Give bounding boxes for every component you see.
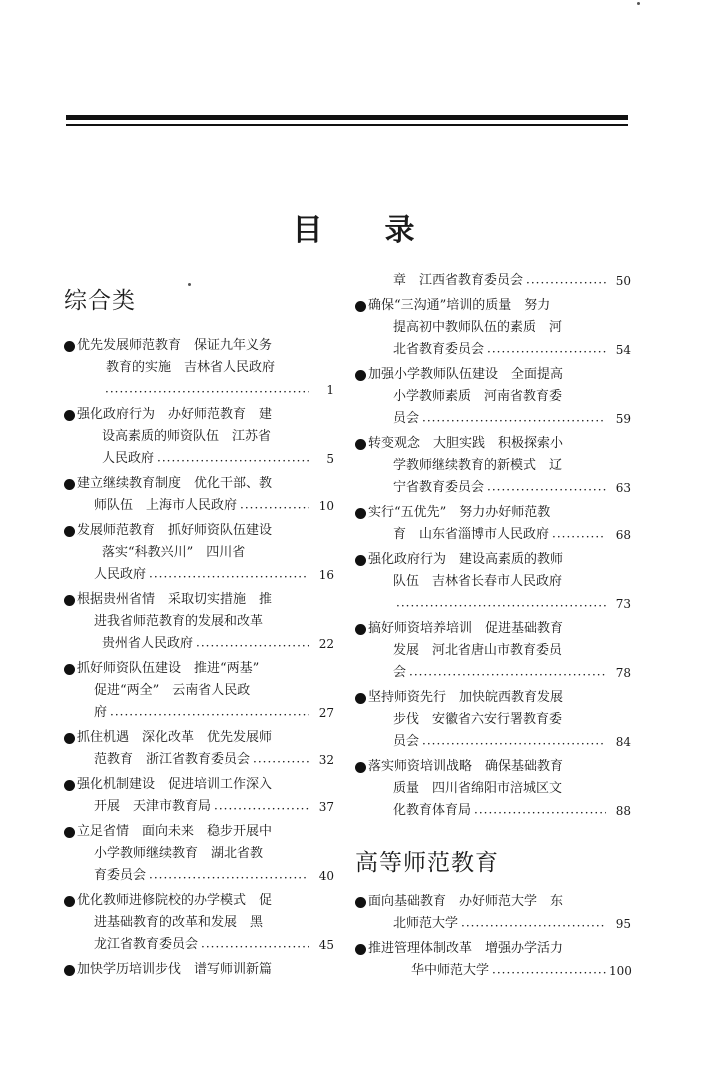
entry-publisher: 育 山东省淄博市人民政府 [393, 527, 550, 542]
scan-speck [188, 283, 191, 286]
leader-dots [526, 274, 606, 292]
section-heading-general: 综合类 [64, 288, 136, 314]
bullet-icon [355, 762, 366, 773]
entry-page: 32 [318, 753, 334, 767]
toc-entry[interactable] [355, 364, 631, 430]
entry-title-cont: 提高初中教师队伍的素质 河 [393, 320, 563, 335]
entry-title-cont: 进基础教育的改革和发展 黑 [94, 915, 264, 930]
bullet-icon [355, 897, 366, 908]
entry-page: 1 [326, 383, 334, 397]
entry-title-cont: 小学教师素质 河南省教育委 [393, 389, 563, 404]
bullet-icon [64, 341, 75, 352]
toc-entry-split[interactable] [64, 959, 334, 981]
entry-title: 立足省情 面向未来 稳步开展中 [77, 824, 273, 839]
entry-publisher: 开展 天津市教育局 [94, 799, 212, 814]
bullet-icon [64, 733, 75, 744]
entry-page: 45 [318, 938, 334, 952]
entry-page: 95 [615, 917, 631, 931]
leader-dots [461, 917, 606, 935]
entry-title-cont: 进我省师范教育的发展和改革 [94, 614, 264, 629]
entry-title: 抓好师资队伍建设 推进“两基” [77, 661, 260, 676]
entry-title: 优化教师进修院校的办学模式 促 [77, 893, 273, 908]
entry-page: 10 [318, 499, 334, 513]
section-heading-higher-normal: 高等师范教育 [355, 850, 499, 876]
leader-dots [214, 800, 309, 818]
entry-title: 加快学历培训步伐 谱写师训新篇 [77, 962, 273, 977]
leader-dots [409, 666, 606, 684]
bullet-icon [355, 301, 366, 312]
entry-title-cont: 小学教师继续教育 湖北省教 [94, 846, 264, 861]
entry-page: 50 [615, 274, 631, 288]
entry-title-cont: 发展 河北省唐山市教育委员 [393, 643, 563, 658]
leader-dots [149, 869, 309, 887]
entry-title: 建立继续教育制度 优化干部、教 [77, 476, 273, 491]
toc-entry[interactable] [355, 756, 631, 822]
entry-title: 加强小学教师队伍建设 全面提高 [368, 367, 564, 382]
toc-entry[interactable] [355, 502, 631, 546]
entry-publisher: 员会 [393, 411, 420, 426]
bullet-icon [64, 827, 75, 838]
toc-entry[interactable] [355, 938, 631, 982]
entry-publisher: 育委员会 [94, 868, 147, 883]
entry-title: 强化政府行为 办好师范教育 建 [77, 407, 273, 422]
entry-title: 实行“五优先” 努力办好师范教 [368, 505, 551, 520]
leader-dots [201, 938, 309, 956]
entry-page: 84 [615, 735, 631, 749]
entry-publisher: 队伍 吉林省长春市人民政府 [393, 574, 563, 589]
entry-page: 54 [615, 343, 631, 357]
entry-title-cont: 设高素质的师资队伍 江苏省 [102, 429, 272, 444]
leader-dots [422, 412, 606, 430]
entry-page: 40 [318, 869, 334, 883]
leader-dots [196, 637, 309, 655]
entry-title: 发展师范教育 抓好师资队伍建设 [77, 523, 273, 538]
entry-title: 强化机制建设 促进培训工作深入 [77, 777, 273, 792]
toc-entry[interactable] [64, 821, 334, 887]
leader-dots [422, 735, 606, 753]
bullet-icon [64, 965, 75, 976]
bullet-icon [355, 555, 366, 566]
leader-dots [487, 481, 606, 499]
entry-title: 强化政府行为 建设高素质的教师 [368, 552, 564, 567]
leader-dots [492, 964, 606, 982]
entry-page: 88 [615, 804, 631, 818]
entry-publisher: 员会 [393, 734, 420, 749]
bullet-icon [355, 508, 366, 519]
entry-publisher: 化教育体育局 [393, 803, 472, 818]
toc-entry[interactable] [355, 687, 631, 753]
entry-publisher: 宁省教育委员会 [393, 480, 485, 495]
toc-entry[interactable] [355, 295, 631, 361]
entry-page: 73 [615, 597, 631, 611]
entry-title: 确保“三沟通”培训的质量 努力 [368, 298, 551, 313]
bullet-icon [355, 624, 366, 635]
header-rule-thin [66, 124, 628, 126]
entry-title: 搞好师资培养培训 促进基础教育 [368, 621, 564, 636]
bullet-icon [64, 595, 75, 606]
toc-entry[interactable] [355, 433, 631, 499]
entry-page: 27 [318, 706, 334, 720]
entry-publisher: 章 江西省教育委员会 [393, 273, 524, 288]
entry-publisher: 华中师范大学 [411, 963, 490, 978]
toc-entry-continued[interactable] [355, 270, 631, 292]
entry-publisher: 北师范大学 [393, 916, 459, 931]
entry-page: 68 [615, 528, 631, 542]
entry-publisher: 人民政府 [94, 567, 147, 582]
entry-publisher: 龙江省教育委员会 [94, 937, 199, 952]
bullet-icon [355, 944, 366, 955]
entry-page: 22 [318, 637, 334, 651]
bullet-icon [355, 693, 366, 704]
toc-entry[interactable] [355, 618, 631, 684]
entry-publisher: 教育的实施 吉林省人民政府 [106, 360, 276, 375]
entry-title-cont: 学教师继续教育的新模式 辽 [393, 458, 563, 473]
leader-dots [474, 804, 606, 822]
entry-title: 根据贵州省情 采取切实措施 推 [77, 592, 273, 607]
leader-dots [240, 499, 309, 517]
bullet-icon [64, 526, 75, 537]
toc-entry[interactable] [64, 520, 334, 586]
entry-page: 100 [609, 964, 632, 978]
toc-entry[interactable] [64, 589, 334, 655]
toc-entry[interactable] [64, 473, 334, 517]
toc-left-column [64, 270, 334, 984]
toc-entry[interactable] [355, 891, 631, 935]
scan-speck [637, 2, 640, 5]
entry-page: 78 [615, 666, 631, 680]
bullet-icon [355, 439, 366, 450]
toc-entry[interactable] [64, 890, 334, 956]
entry-title: 转变观念 大胆实践 积极探索小 [368, 436, 564, 451]
entry-title-cont: 质量 四川省绵阳市涪城区文 [393, 781, 563, 796]
bullet-icon [64, 410, 75, 421]
entry-publisher: 范教育 浙江省教育委员会 [94, 752, 251, 767]
entry-publisher: 人民政府 [102, 451, 155, 466]
page-title: 目录 [292, 213, 477, 248]
entry-publisher: 师队伍 上海市人民政府 [94, 498, 238, 513]
entry-title: 落实师资培训战略 确保基础教育 [368, 759, 564, 774]
bullet-icon [64, 664, 75, 675]
entry-title: 抓住机遇 深化改革 优先发展师 [77, 730, 273, 745]
entry-title: 面向基础教育 办好师范大学 东 [368, 894, 564, 909]
header-rule-thick [66, 115, 628, 120]
toc-right-column [355, 270, 631, 985]
toc-entry[interactable] [64, 774, 334, 818]
leader-dots [552, 528, 606, 546]
leader-dots [157, 452, 309, 470]
entry-title-cont: 促进“两全” 云南省人民政 [94, 683, 251, 698]
leader-dots [110, 706, 309, 724]
bullet-icon [64, 896, 75, 907]
toc-entry[interactable] [64, 658, 334, 724]
leader-dots [396, 597, 606, 615]
bullet-icon [355, 370, 366, 381]
entry-title: 优先发展师范教育 保证九年义务 [77, 338, 273, 353]
entry-page: 16 [318, 568, 334, 582]
leader-dots [105, 383, 309, 401]
toc-entry[interactable] [64, 404, 334, 470]
bullet-icon [64, 780, 75, 791]
leader-dots [149, 568, 309, 586]
entry-title: 推进管理体制改革 增强办学活力 [368, 941, 564, 956]
entry-title-cont: 步伐 安徽省六安行署教育委 [393, 712, 563, 727]
leader-dots [253, 753, 309, 771]
toc-entry[interactable] [64, 335, 334, 401]
entry-publisher: 府 [94, 705, 108, 720]
leader-dots [487, 343, 606, 361]
bullet-icon [64, 479, 75, 490]
entry-title-cont: 落实“科教兴川” 四川省 [102, 545, 246, 560]
toc-entry[interactable] [64, 727, 334, 771]
entry-page: 5 [326, 452, 334, 466]
entry-publisher: 贵州省人民政府 [102, 636, 194, 651]
toc-entry[interactable] [355, 549, 631, 615]
entry-page: 63 [615, 481, 631, 495]
entry-publisher: 会 [393, 665, 407, 680]
entry-page: 37 [318, 800, 334, 814]
entry-title: 坚持师资先行 加快皖西教育发展 [368, 690, 564, 705]
entry-publisher: 北省教育委员会 [393, 342, 485, 357]
entry-page: 59 [615, 412, 631, 426]
